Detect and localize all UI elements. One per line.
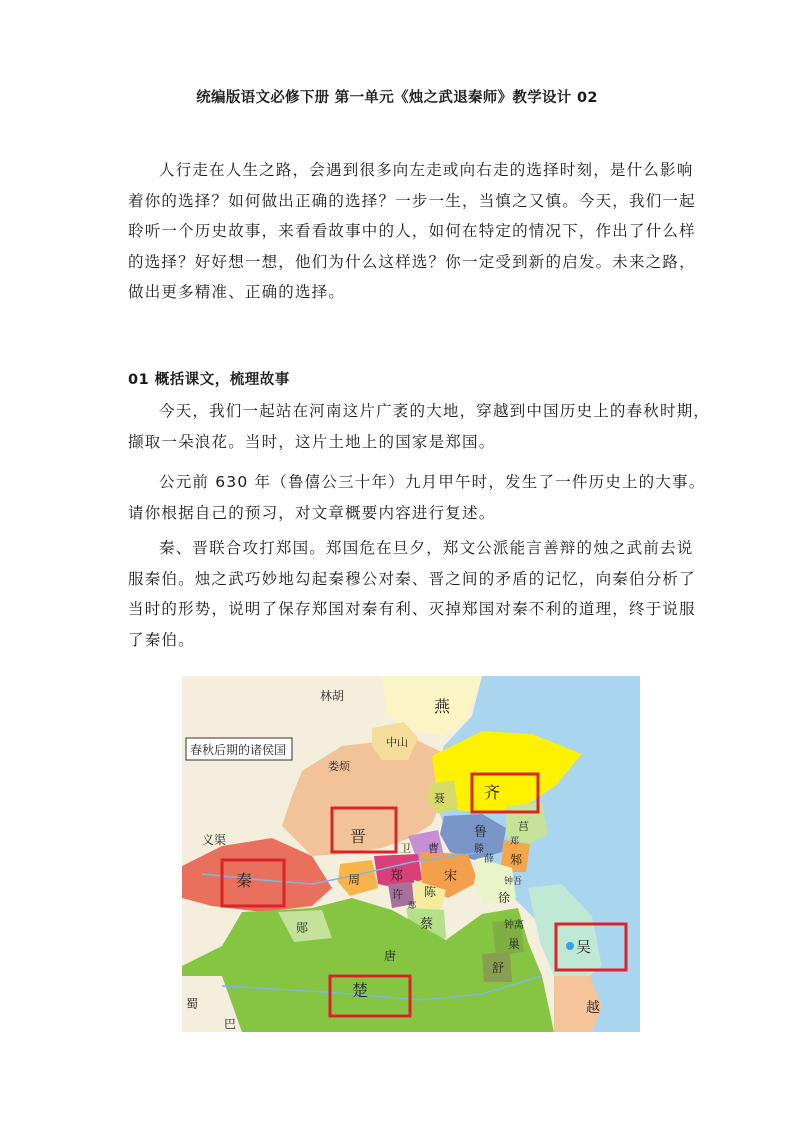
label-chao: 巢 — [508, 937, 521, 951]
section-paragraph-3 — [128, 533, 698, 655]
label-cao: 曹 — [428, 842, 439, 855]
taihu-lake — [566, 942, 574, 950]
section-heading: 01 概括课文，梳理故事 — [128, 372, 290, 388]
text-line: 秦、晋联合攻打郑国。郑国危在旦夕，郑文公派能言善辩的烛之武前去说 — [159, 539, 694, 557]
label-nie: 聂 — [434, 792, 445, 805]
label-zhu: 邾 — [510, 853, 523, 867]
label-xue: 薛 — [484, 854, 494, 865]
label-zheng: 郑 — [390, 869, 404, 884]
historical-map — [182, 676, 640, 1032]
label-qi: 齐 — [484, 783, 501, 802]
label-xu: 许 — [392, 888, 403, 901]
label-xu2: 徐 — [498, 891, 511, 905]
label-wei: 卫 — [400, 842, 411, 855]
label-zhongli: 钟离 — [504, 920, 524, 931]
section-paragraph-2 — [128, 467, 706, 528]
label-wu: 吴 — [576, 938, 592, 956]
label-zhou: 周 — [348, 873, 361, 887]
label-chu: 楚 — [352, 981, 369, 1000]
legend-title: 春秋后期的诸侯国 — [190, 743, 287, 757]
label-jin: 晋 — [350, 827, 367, 846]
text-line: 公元前 630 年（鲁僖公三十年）九月甲午时，发生了一件历史上的大事。 — [159, 473, 706, 491]
label-chen: 陈 — [424, 885, 437, 899]
label-shu-state: 舒 — [492, 961, 505, 975]
label-ju: 莒 — [518, 820, 529, 833]
text-line: 今天，我们一起站在河南这片广袤的大地，穿越到中国历史上的春秋时期， — [159, 402, 711, 420]
text-line: 着你的选择？如何做出正确的选择？一步一生，当慎之又慎。今天，我们一起 — [128, 191, 696, 210]
label-yan: 燕 — [434, 697, 451, 716]
label-cai: 蔡 — [420, 917, 434, 932]
text-line: 人行走在人生之路，会遇到很多向左走或向右走的选择时刻，是什么影响 — [159, 161, 694, 179]
text-line: 的选择？好好想一想，他们为什么这样选？你一定受到新的启发。未来之路， — [128, 252, 696, 271]
label-yu: 鄬 — [408, 901, 416, 910]
label-loufan: 娄烦 — [328, 760, 350, 773]
text-line: 请你根据自己的预习，对文章概要内容进行复述。 — [128, 503, 496, 522]
text-line: 做出更多精准、正确的选择。 — [128, 283, 346, 302]
label-yun: 郧 — [296, 921, 309, 935]
label-shu: 蜀 — [186, 997, 199, 1011]
text-line: 当时的形势，说明了保存郑国对秦有利、灭掉郑国对秦不利的道理，终于说服 — [128, 600, 696, 619]
label-lu: 鲁 — [474, 825, 488, 840]
label-zhongshan: 中山 — [386, 736, 408, 749]
label-qin: 秦 — [236, 871, 253, 890]
map-svg — [182, 676, 640, 1032]
text-line: 了秦伯。 — [128, 630, 195, 649]
label-zheng-small: 郑 — [510, 837, 520, 847]
text-line: 聆听一个历史故事，来看看故事中的人，如何在特定的情况下，作出了什么样 — [128, 222, 696, 241]
text-line: 服秦伯。烛之武巧妙地勾起秦穆公对秦、晋之间的矛盾的记忆，向秦伯分析了 — [128, 569, 696, 588]
text-line: 撷取一朵浪花。当时，这片土地上的国家是郑国。 — [128, 432, 496, 451]
label-yiqu: 义渠 — [202, 833, 227, 847]
label-teng: 滕 — [474, 844, 484, 855]
label-ba: 巴 — [224, 1017, 237, 1031]
label-tang: 唐 — [384, 949, 397, 963]
intro-paragraph — [128, 155, 698, 308]
label-linhu: 林胡 — [320, 689, 345, 703]
label-song: 宋 — [444, 869, 458, 884]
section-paragraph-1 — [128, 396, 711, 457]
label-zhongwu: 钟吾 — [504, 877, 523, 887]
page-title: 统编版语文必修下册 第一单元《烛之武退秦师》教学设计 02 — [196, 90, 598, 106]
label-yue: 越 — [586, 1000, 600, 1016]
